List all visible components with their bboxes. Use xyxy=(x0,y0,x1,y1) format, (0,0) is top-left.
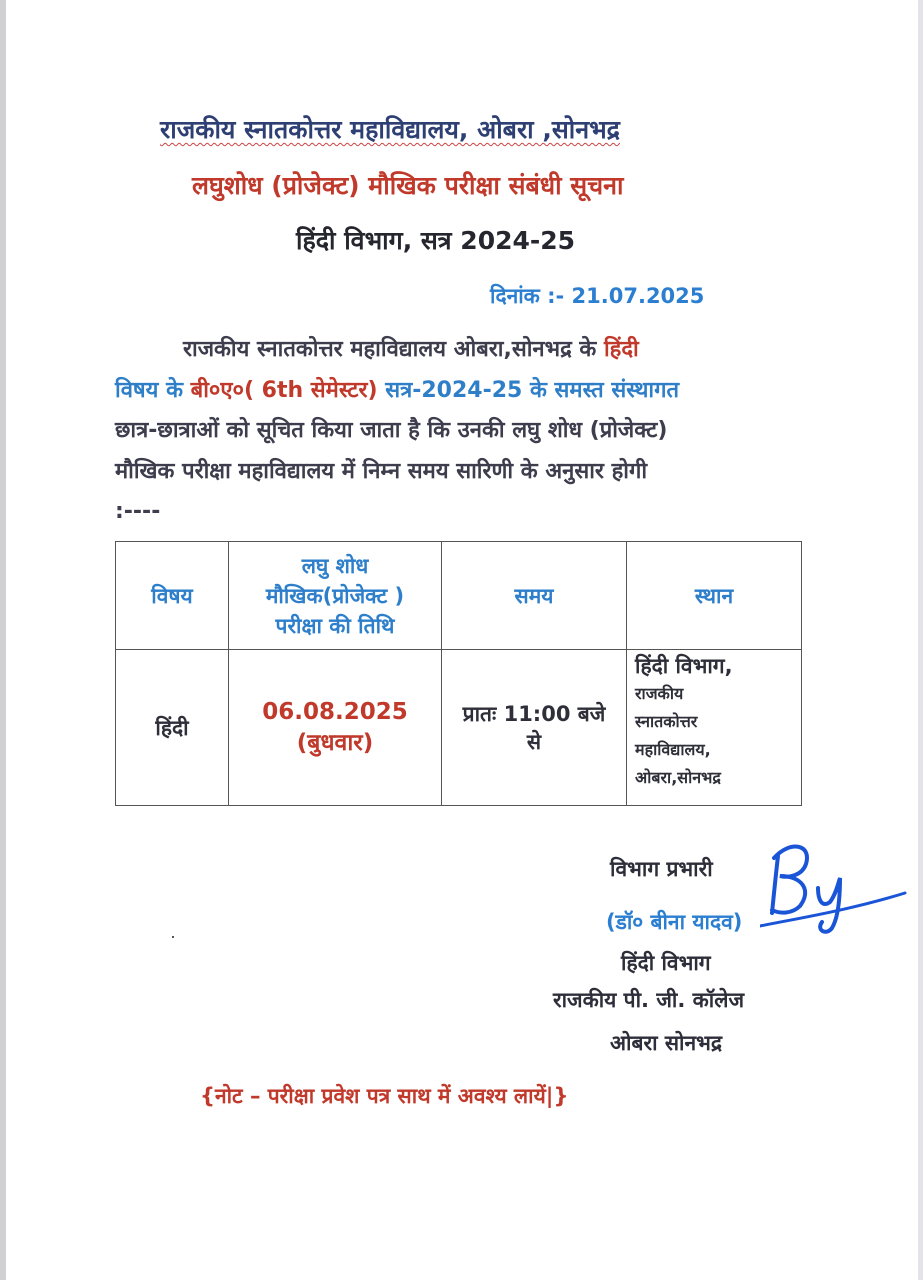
header-exam-date: लघु शोध मौखिक(प्रोजेक्ट ) परीक्षा की तिथि xyxy=(229,542,442,650)
notice-body xyxy=(115,330,805,533)
cell-subject: हिंदी xyxy=(116,650,229,806)
cell-place: हिंदी विभाग, राजकीय स्नातकोत्तर महाविद्यालय, ओबरा,सोनभद्र xyxy=(627,650,802,806)
exam-note: {नोट – परीक्षा प्रवेश पत्र साथ में अवश्य लायें|} xyxy=(200,1084,569,1108)
cell-time: प्रातः 11:00 बजे से xyxy=(442,650,627,806)
signatory-department: हिंदी विभाग xyxy=(621,951,711,975)
notice-date: दिनांक :- 21.07.2025 xyxy=(490,284,705,308)
handwritten-signature xyxy=(760,818,910,938)
page-shadow-left xyxy=(0,0,6,1280)
table-header-row xyxy=(116,542,802,650)
body-line-3: छात्र-छात्राओं को सूचित किया जाता है कि उनकी लघु शोध (प्रोजेक्ट) xyxy=(115,418,668,443)
signatory-place: ओबरा सोनभद्र xyxy=(610,1031,723,1055)
body-line-5: :---- xyxy=(115,499,161,524)
notice-subject: लघुशोध (प्रोजेक्ट) मौखिक परीक्षा संबंधी सूचना xyxy=(192,171,624,200)
college-title: राजकीय स्नातकोत्तर महाविद्यालय, ओबरा ,सोनभद्र xyxy=(160,115,620,144)
body-line-2: विषय के बी०ए०( 6th सेमेस्टर) सत्र-2024-25 के समस्त संस्थागत xyxy=(115,377,680,403)
exam-schedule-table xyxy=(115,541,802,806)
header-subject: विषय xyxy=(116,542,229,650)
cell-exam-date: 06.08.2025 (बुधवार) xyxy=(229,650,442,806)
signatory-name: (डॉ० बीना यादव) xyxy=(606,910,743,934)
body-line-1: राजकीय स्नातकोत्तर महाविद्यालय ओबरा,सोनभद्र के हिंदी xyxy=(183,337,639,362)
page-shadow-right xyxy=(918,0,923,1280)
stray-mark xyxy=(172,936,174,938)
header-place: स्थान xyxy=(627,542,802,650)
body-line-4: मौखिक परीक्षा महाविद्यालय में निम्न समय सारिणी के अनुसार होगी xyxy=(115,458,648,484)
table-row xyxy=(116,650,802,806)
signatory-role: विभाग प्रभारी xyxy=(610,857,713,881)
department-session: हिंदी विभाग, सत्र 2024-25 xyxy=(296,226,576,255)
signatory-college: राजकीय पी. जी. कॉलेज xyxy=(553,988,745,1012)
header-time: समय xyxy=(442,542,627,650)
